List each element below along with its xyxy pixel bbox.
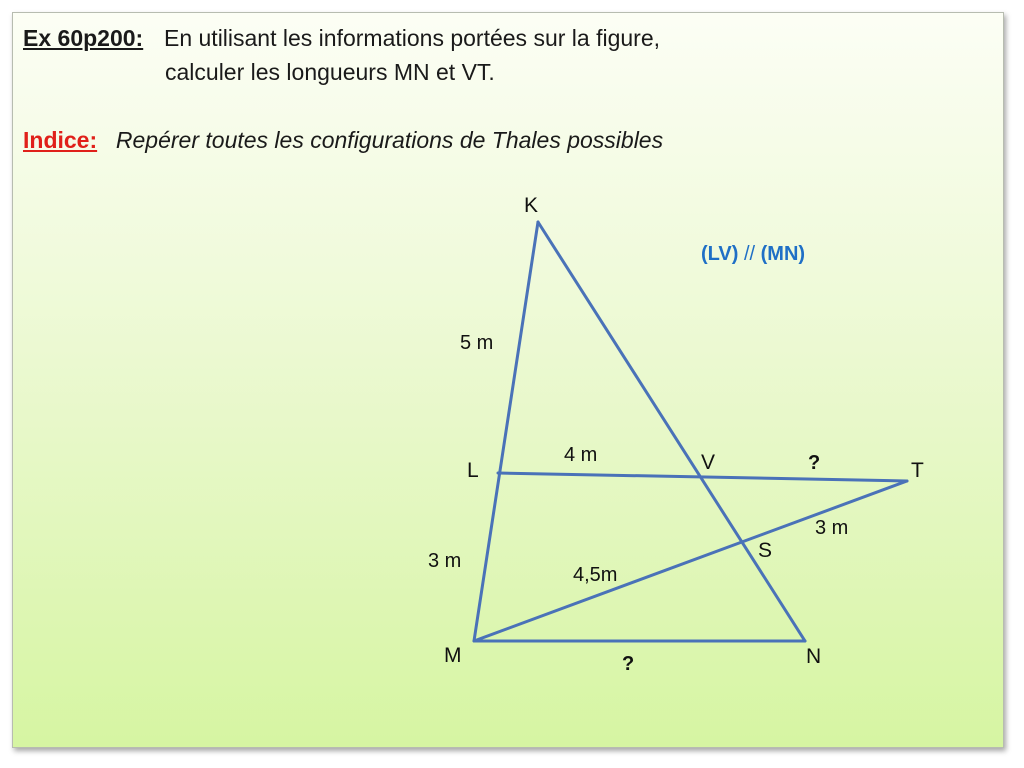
length-label-KL: 5 m <box>460 332 494 354</box>
exercise-label: Ex 60p200: <box>23 25 144 51</box>
point-label-N: N <box>806 645 822 668</box>
hint-label: Indice: <box>23 127 98 153</box>
parallel-note-left: (LV) <box>701 243 739 265</box>
point-label-M: M <box>444 644 462 667</box>
segment-MT <box>474 481 907 641</box>
point-label-T: T <box>911 459 924 482</box>
parallel-note <box>701 243 805 265</box>
length-label-MS: 4,5m <box>573 564 618 586</box>
parallel-note-separator: // <box>738 243 761 265</box>
length-label-LM: 3 m <box>428 550 462 572</box>
point-label-V: V <box>701 451 716 474</box>
hint-text: Repérer toutes les configurations de Thales possibles <box>115 127 664 153</box>
segment-KM <box>474 222 538 641</box>
parallel-note-right: (MN) <box>760 243 806 265</box>
length-label-LV: 4 m <box>564 444 598 466</box>
point-label-S: S <box>758 539 773 562</box>
unknown-label-MN: ? <box>622 653 635 675</box>
exercise-instruction-2: calculer les longueurs MN et VT. <box>165 59 495 85</box>
point-label-K: K <box>524 194 539 217</box>
length-label-TS: 3 m <box>815 517 849 539</box>
exercise-instruction-1: En utilisant les informations portées sur la figure, <box>163 25 661 51</box>
point-label-L: L <box>467 459 479 482</box>
unknown-label-VT: ? <box>808 452 821 474</box>
